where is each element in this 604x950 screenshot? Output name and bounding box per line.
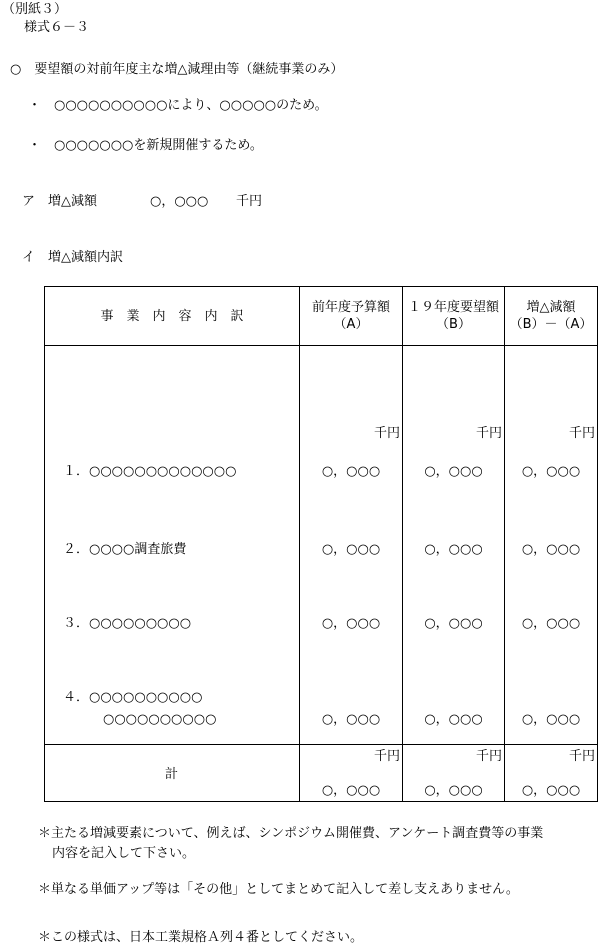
header-difference: [505, 287, 598, 346]
row-4-content-line1: ４．○○○○○○○○○○: [63, 690, 203, 705]
attachment-label: （別紙３）: [2, 2, 68, 17]
row-2-content: ２．○○○○調査旅費: [63, 542, 187, 557]
total-diff: ○，○○○: [521, 783, 581, 798]
header-req-line1: １９年度要望額: [407, 300, 499, 315]
row-4-content-line2: ○○○○○○○○○○: [103, 712, 217, 727]
total-req: ○，○○○: [424, 783, 483, 798]
table-header-row: [45, 287, 598, 346]
total-prev-cell: [300, 745, 403, 802]
header-prev-line2: （A）: [333, 317, 369, 332]
total-diff-cell: [505, 745, 598, 802]
row-1-diff: ○，○○○: [521, 464, 581, 479]
item-i-label: イ 増△減額内訳: [22, 250, 123, 265]
content-column: [45, 346, 300, 745]
bullet-reason-1: ・ ○○○○○○○○○○により、○○○○○のため。: [28, 98, 328, 113]
header-diff-line1: 増△減額: [526, 300, 576, 315]
header-req-line2: （B）: [436, 317, 471, 332]
row-1-content: １．○○○○○○○○○○○○○: [63, 464, 237, 479]
row-1-prev: ○，○○○: [321, 464, 381, 479]
total-diff-unit: 千円: [568, 749, 595, 764]
breakdown-table: [44, 286, 598, 802]
row-2-diff: ○，○○○: [521, 542, 581, 557]
form-number: 様式６－３: [24, 20, 90, 35]
request-column: [403, 346, 505, 745]
total-req-cell: [403, 745, 505, 802]
header-diff-line2: （B）－（A）: [509, 317, 593, 332]
total-prev-unit: 千円: [373, 749, 400, 764]
table-total-row: [45, 745, 598, 802]
bullet-reason-2: ・ ○○○○○○○を新規開催するため。: [28, 138, 263, 153]
row-1-req: ○，○○○: [424, 464, 483, 479]
note-3: ＊この様式は、日本工業規格Ａ列４番としてください。: [38, 930, 364, 945]
row-3-req: ○，○○○: [424, 616, 483, 631]
req-unit: 千円: [475, 426, 502, 441]
total-prev: ○，○○○: [321, 783, 381, 798]
header-content-label: 事 業 内 容 内 訳: [100, 308, 244, 324]
note-2: ＊単なる単価アップ等は「その他」としてまとめて記入して差し支えありません。: [38, 882, 519, 897]
row-3-prev: ○，○○○: [321, 616, 381, 631]
item-a-value: ○，○○○: [150, 194, 209, 209]
prev-budget-column: [300, 346, 403, 745]
header-content: [45, 287, 300, 346]
item-a-label: ア 増△減額: [22, 194, 97, 209]
row-4-diff: ○，○○○: [521, 712, 581, 727]
row-2-req: ○，○○○: [424, 542, 483, 557]
row-3-diff: ○，○○○: [521, 616, 581, 631]
total-label: 計: [165, 767, 179, 782]
diff-unit: 千円: [568, 426, 595, 441]
header-request: [403, 287, 505, 346]
total-label-cell: [45, 745, 300, 802]
section-heading: ○ 要望額の対前年度主な増△減理由等（継続事業のみ）: [10, 62, 344, 77]
header-prev-budget: [300, 287, 403, 346]
note-1-continued: 内容を記入して下さい。: [52, 846, 196, 861]
prev-unit: 千円: [373, 426, 400, 441]
header-prev-line1: 前年度予算額: [311, 300, 390, 315]
row-2-prev: ○，○○○: [321, 542, 381, 557]
total-req-unit: 千円: [475, 749, 502, 764]
item-a-unit: 千円: [236, 194, 263, 209]
table-body-row: [45, 346, 598, 745]
row-3-content: ３．○○○○○○○○○: [63, 616, 192, 631]
note-1: ＊主たる増減要素について、例えば、シンポジウム開催費、アンケート調査費等の事業: [38, 826, 544, 841]
row-4-req: ○，○○○: [424, 712, 483, 727]
row-4-prev: ○，○○○: [321, 712, 381, 727]
difference-column: [505, 346, 598, 745]
